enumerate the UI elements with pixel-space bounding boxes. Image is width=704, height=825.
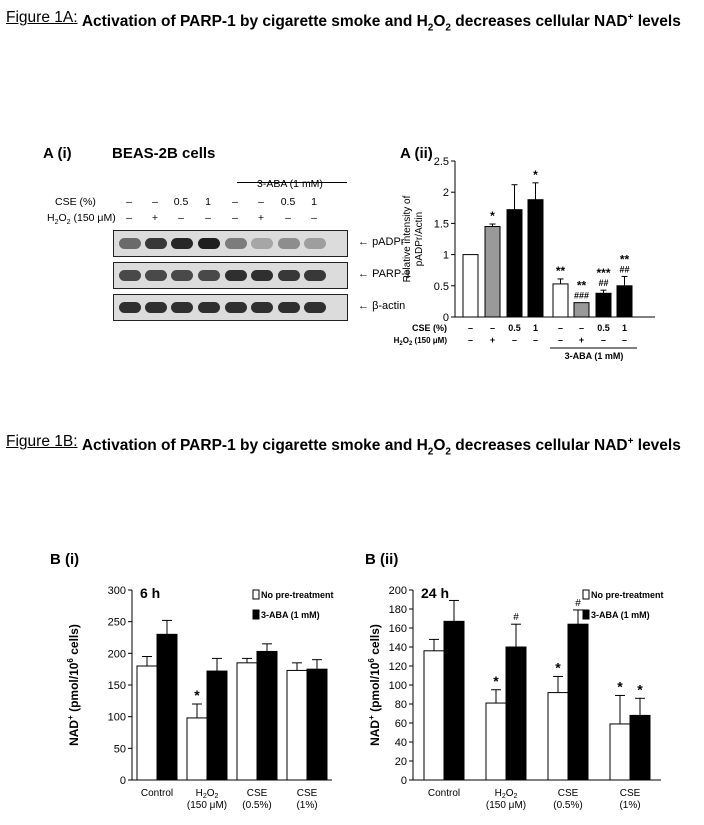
blot-band <box>145 270 167 281</box>
y-tick-label: 0.5 <box>433 280 449 293</box>
cse-cell: – <box>152 196 158 208</box>
panel-a-i-label: A (i) <box>43 145 72 162</box>
blot-band <box>225 270 247 281</box>
y-label-text: NAD <box>67 719 81 746</box>
legend-label: No pre-treatment <box>591 590 664 600</box>
blot-label-parp1: ← PARP-1 <box>358 268 411 280</box>
y-tick-label: 80 <box>394 699 407 711</box>
h2o2-row-label <box>394 336 448 347</box>
y-label-sup: 6 <box>367 658 376 663</box>
cse-cell: 0.5 <box>280 196 296 208</box>
bar <box>137 666 157 780</box>
x-tick-sub: 2 <box>202 793 207 800</box>
significance-mark: ## <box>619 264 630 275</box>
significance-mark: * <box>555 659 561 676</box>
y-tick-label: 40 <box>394 737 407 749</box>
significance-mark: # <box>575 597 581 609</box>
y-tick-label: 60 <box>394 718 407 730</box>
x-tick-label: (150 μM) <box>186 800 228 811</box>
chart-a-ii <box>380 150 680 365</box>
legend-swatch <box>583 590 589 599</box>
x-tick-sub: 2 <box>501 793 506 800</box>
y-tick-label: 140 <box>388 642 407 654</box>
y-label-text: cells) <box>368 624 382 659</box>
y-tick-label: 0 <box>119 775 126 787</box>
h2o2-sub: 2 <box>399 341 403 347</box>
bar <box>630 715 650 780</box>
significance-mark: * <box>533 167 538 182</box>
bar <box>307 669 327 780</box>
blot-band <box>198 238 220 249</box>
chart-title: 24 h <box>421 585 450 601</box>
significance-mark: ** <box>555 263 566 278</box>
significance-mark: * <box>637 681 643 698</box>
blot-band <box>225 302 247 313</box>
y-tick-label: 50 <box>113 743 126 756</box>
legend-label: No pre-treatment <box>261 590 334 600</box>
h2o2-cell: – <box>467 335 474 345</box>
bar <box>568 624 588 780</box>
blot-band <box>251 238 273 249</box>
bar <box>553 284 568 317</box>
y-tick-label: 150 <box>107 680 126 692</box>
significance-mark: ## <box>598 278 609 289</box>
x-tick-label: (150 μM) <box>485 800 527 811</box>
blot-band <box>304 238 326 249</box>
y-label-text: NAD <box>368 719 382 746</box>
h2o2-cell: – <box>285 212 291 224</box>
x-tick-sub: 2 <box>214 793 219 800</box>
y-label-text: (pmol/10 <box>67 662 81 716</box>
x-tick-text: H <box>494 788 502 799</box>
blot-band <box>251 270 273 281</box>
x-tick-text: O <box>206 788 215 799</box>
bar <box>507 210 522 317</box>
y-tick-label: 0 <box>442 312 449 324</box>
aba-bracket-label: 3-ABA (1 mM) <box>257 178 323 190</box>
significance-mark: ** <box>576 278 587 293</box>
bar <box>486 703 506 780</box>
blot-band <box>304 302 326 313</box>
x-tick-label: (1%) <box>296 800 318 811</box>
blot-band <box>198 270 220 281</box>
y-tick-label: 100 <box>388 680 407 692</box>
bar <box>257 651 277 780</box>
y-axis-label-line1: Relative intensity of <box>402 195 413 283</box>
significance-mark: ** <box>619 252 630 267</box>
h2o2-cell: – <box>311 212 317 224</box>
h2o2-cell: – <box>557 335 564 345</box>
h2o2-cell: + <box>257 212 265 224</box>
significance-mark: * <box>617 678 623 695</box>
blot-padpr <box>113 230 348 257</box>
x-tick-text: H <box>195 788 203 799</box>
h2o2-cell: + <box>578 335 585 345</box>
h2o2-cell: – <box>600 335 607 345</box>
cse-cell: – <box>232 196 238 208</box>
y-tick-label: 200 <box>107 648 126 661</box>
x-tick-label: (1%) <box>619 800 641 811</box>
x-tick-text: O <box>505 788 514 799</box>
h2o2-text: (150 μM) <box>412 336 447 345</box>
legend-label: 3-ABA (1 mM) <box>591 610 650 620</box>
h2o2-row-label: $H_2O_2$ (150 μM) <box>47 212 116 227</box>
h2o2-cell: – <box>532 335 539 345</box>
significance-mark: *** <box>596 266 611 281</box>
y-tick-label: 2.5 <box>433 156 449 168</box>
cse-row-label: CSE (%) <box>411 323 447 333</box>
panel-a-i-cells: BEAS-2B cells <box>112 145 216 162</box>
cse-row-label: CSE (%) <box>55 196 96 208</box>
blot-band <box>278 302 300 313</box>
bar <box>485 227 500 317</box>
h2o2-cell: – <box>621 335 628 345</box>
panel-a-ii-label: A (ii) <box>400 145 433 162</box>
bar <box>596 293 611 317</box>
bar <box>617 286 632 317</box>
cse-cell: 0.5 <box>173 196 189 208</box>
blot-band <box>145 238 167 249</box>
legend-swatch <box>253 610 259 619</box>
blot-actin <box>113 294 348 321</box>
figure-1a-heading <box>6 8 682 37</box>
blot-band <box>171 302 193 313</box>
y-tick-label: 20 <box>394 756 407 768</box>
y-tick-label: 250 <box>107 616 126 629</box>
h2o2-cell: – <box>126 212 132 224</box>
figure-1a-sep: : <box>73 9 78 26</box>
blot-band <box>171 238 193 249</box>
cse-cell: 0.5 <box>508 323 521 333</box>
significance-mark: * <box>490 209 495 224</box>
x-tick-label: CSE <box>296 788 318 799</box>
aba-label: 3-ABA (1 mM) <box>564 351 624 361</box>
blot-band <box>251 302 273 313</box>
x-tick-label: Control <box>140 788 174 799</box>
bar <box>187 718 207 780</box>
y-label-sup: + <box>367 715 376 720</box>
legend-label: 3-ABA (1 mM) <box>261 610 320 620</box>
legend-swatch <box>253 590 259 599</box>
y-label-sup: 6 <box>66 658 75 663</box>
h2o2-cell: + <box>489 335 496 345</box>
h2o2-sub: 2 <box>408 341 413 347</box>
y-tick-label: 100 <box>107 711 126 724</box>
cse-cell: – <box>258 196 264 208</box>
blot-band <box>119 302 141 313</box>
x-tick-label: CSE <box>557 788 579 799</box>
y-axis-label <box>66 624 81 746</box>
significance-mark: ### <box>573 290 590 301</box>
blot-label-actin: ← β-actin <box>358 300 406 312</box>
cse-cell: 0.5 <box>597 323 610 333</box>
significance-mark: * <box>493 672 499 689</box>
bar <box>463 255 478 317</box>
y-tick-label: 1 <box>442 249 449 262</box>
figure-1b-label: Figure 1B <box>6 433 74 450</box>
y-tick-label: 160 <box>388 623 407 635</box>
y-tick-label: 300 <box>107 585 126 597</box>
cse-cell: 1 <box>205 196 211 208</box>
bar <box>444 621 464 780</box>
bar <box>237 663 257 780</box>
cse-cell: 1 <box>621 323 628 333</box>
y-label-sup: + <box>66 715 75 720</box>
y-axis-label <box>402 195 425 282</box>
panel-b-i-label: B (i) <box>50 551 80 568</box>
chart-b-i <box>60 570 370 820</box>
h2o2-text: H <box>393 336 400 345</box>
x-tick-label <box>495 788 518 800</box>
cse-cell: – <box>489 323 496 333</box>
bar <box>506 647 526 780</box>
significance-mark: * <box>194 687 200 703</box>
h2o2-cell: – <box>232 212 238 224</box>
bar <box>157 634 177 780</box>
y-tick-label: 200 <box>388 585 407 597</box>
h2o2-cell: – <box>511 335 518 345</box>
y-axis-label <box>367 624 382 746</box>
blot-band <box>304 270 326 281</box>
bar <box>548 693 568 780</box>
x-tick-label: (0.5%) <box>553 800 583 811</box>
blot-band <box>225 238 247 249</box>
figure-1b-title: Activation of PARP-1 by cigarette smoke and $H_2O_2$ decreases cellular NAD+ levels <box>81 436 681 458</box>
bar <box>528 200 543 317</box>
bar <box>424 651 444 780</box>
figure-1b-heading <box>6 432 682 461</box>
panel-b-ii-label: B (ii) <box>365 551 399 568</box>
y-tick-label: 0 <box>400 775 407 787</box>
x-tick-sub: 2 <box>513 793 518 800</box>
cse-cell: – <box>557 323 564 333</box>
chart-b-ii <box>365 570 695 820</box>
h2o2-cell: + <box>151 212 159 224</box>
h2o2-cell: – <box>205 212 211 224</box>
h2o2-text: O <box>402 336 409 345</box>
bar <box>610 724 630 780</box>
bar <box>207 671 227 780</box>
x-tick-label: Control <box>427 788 461 799</box>
y-axis-label-line2: pADPr/Actin <box>414 211 425 267</box>
blot-band <box>278 238 300 249</box>
figure-1b-sep: : <box>73 433 78 450</box>
blot-band <box>171 270 193 281</box>
blot-band <box>278 270 300 281</box>
x-tick-label: CSE <box>246 788 268 799</box>
figure-1a-label: Figure 1A <box>6 9 74 26</box>
blot-band <box>145 302 167 313</box>
blot-band <box>119 238 141 249</box>
cse-cell: – <box>126 196 132 208</box>
y-tick-label: 2 <box>442 187 449 200</box>
legend-swatch <box>583 610 589 619</box>
cse-cell: 1 <box>311 196 317 208</box>
blot-label-padpr: ← pADPr <box>358 236 405 248</box>
x-tick-label <box>196 788 219 800</box>
chart-title: 6 h <box>140 585 161 601</box>
bar <box>287 670 307 780</box>
x-tick-label: CSE <box>619 788 641 799</box>
x-tick-label: (0.5%) <box>242 800 272 811</box>
cse-cell: – <box>467 323 474 333</box>
y-tick-label: 180 <box>388 604 407 616</box>
y-label-text: (pmol/10 <box>368 662 382 716</box>
blot-band <box>198 302 220 313</box>
h2o2-cell: – <box>178 212 184 224</box>
significance-mark: # <box>513 612 519 624</box>
cse-cell: – <box>578 323 585 333</box>
blot-parp1 <box>113 262 348 289</box>
blot-band <box>119 270 141 281</box>
bar <box>574 303 589 317</box>
cse-cell: 1 <box>532 323 539 333</box>
figure-1a-title: Activation of PARP-1 by cigarette smoke and $H_2O_2$ decreases cellular NAD+ levels <box>81 12 681 34</box>
y-tick-label: 1.5 <box>433 218 449 231</box>
y-tick-label: 120 <box>388 661 407 673</box>
y-label-text: cells) <box>67 624 81 659</box>
